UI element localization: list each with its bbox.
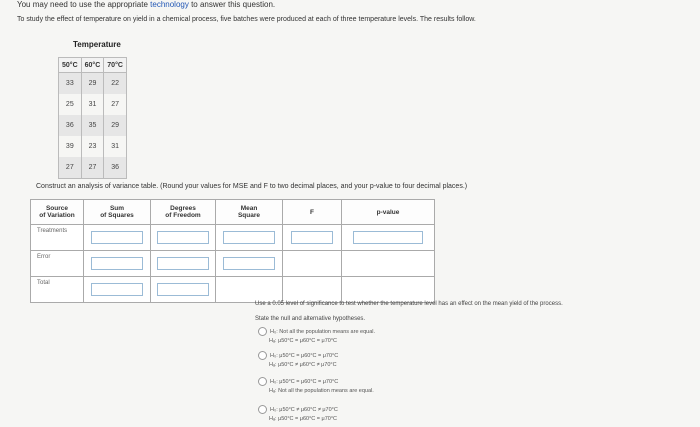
radio-button[interactable] bbox=[258, 377, 267, 386]
radio-button[interactable] bbox=[258, 327, 267, 336]
anova-row-total bbox=[31, 277, 435, 303]
temp-cell: 27 bbox=[81, 157, 104, 179]
treatments-df-input[interactable] bbox=[157, 231, 209, 244]
temp-cell: 29 bbox=[104, 115, 127, 136]
temp-cell: 29 bbox=[81, 73, 104, 95]
temp-row bbox=[59, 157, 127, 179]
total-df-input[interactable] bbox=[157, 283, 209, 296]
option-line-2: Hₐ: μ50°C = μ60°C = μ70°C bbox=[269, 337, 337, 344]
temp-cell: 27 bbox=[59, 157, 82, 179]
option-line-1: H₀: μ50°C = μ60°C = μ70°C bbox=[270, 352, 339, 359]
hypothesis-option-1[interactable] bbox=[258, 327, 375, 346]
temperature-title: Temperature bbox=[73, 40, 121, 49]
total-ss-input[interactable] bbox=[91, 283, 143, 296]
temp-cell: 22 bbox=[104, 73, 127, 95]
option-line-2: Hₐ: μ50°C ≠ μ60°C ≠ μ70°C bbox=[269, 361, 337, 368]
anova-header-pvalue: p-value bbox=[342, 200, 435, 225]
temp-row bbox=[59, 94, 127, 115]
option-line-1: H₀: μ50°C = μ60°C = μ70°C bbox=[270, 378, 339, 385]
temp-cell: 31 bbox=[104, 136, 127, 157]
state-hypotheses-text: State the null and alternative hypotheses. bbox=[255, 316, 366, 322]
instruction-line bbox=[17, 0, 275, 9]
treatments-pvalue-input[interactable] bbox=[353, 231, 423, 244]
temp-cell: 33 bbox=[59, 73, 82, 95]
error-df-input[interactable] bbox=[157, 257, 209, 270]
option-line-1: H₀: μ50°C ≠ μ60°C ≠ μ70°C bbox=[270, 406, 338, 413]
hypothesis-option-3[interactable] bbox=[258, 377, 374, 396]
temp-cell: 36 bbox=[104, 157, 127, 179]
construct-instruction: Construct an analysis of variance table. (Round your values for MSE and F to two decimal places, and your p-value to four decimal places.) bbox=[36, 183, 468, 190]
temp-header-60: 60°C bbox=[81, 58, 104, 73]
anova-header-source: Source of Variation bbox=[31, 200, 84, 225]
temperature-table bbox=[58, 57, 127, 179]
treatments-ms-input[interactable] bbox=[223, 231, 275, 244]
temp-header-50: 50°C bbox=[59, 58, 82, 73]
temp-cell: 39 bbox=[59, 136, 82, 157]
hypothesis-option-2[interactable] bbox=[258, 351, 338, 370]
radio-button[interactable] bbox=[258, 405, 267, 414]
radio-button[interactable] bbox=[258, 351, 267, 360]
anova-row-treatments bbox=[31, 225, 435, 251]
anova-header-f: F bbox=[283, 200, 342, 225]
instruction-suffix: to answer this question. bbox=[188, 0, 276, 9]
problem-intro: To study the effect of temperature on yield in a chemical process, five batches were produced at each of three temperature levels. The results follow. bbox=[17, 16, 476, 23]
anova-header-df: Degrees of Freedom bbox=[151, 200, 216, 225]
treatments-ss-input[interactable] bbox=[91, 231, 143, 244]
anova-row-label: Treatments bbox=[31, 225, 84, 251]
error-ms-input[interactable] bbox=[223, 257, 275, 270]
option-line-2: Hₐ: μ50°C = μ60°C = μ70°C bbox=[269, 415, 337, 422]
temp-row bbox=[59, 73, 127, 95]
temp-row bbox=[59, 136, 127, 157]
temp-cell: 23 bbox=[81, 136, 104, 157]
temp-cell: 31 bbox=[81, 94, 104, 115]
option-line-1: H₀: Not all the population means are equal. bbox=[270, 328, 376, 335]
significance-text: Use a 0.05 level of significance to test whether the temperature level has an effect on the mean yield of the process. bbox=[255, 301, 563, 307]
hypothesis-option-4[interactable] bbox=[258, 405, 338, 424]
technology-link[interactable]: technology bbox=[150, 0, 189, 9]
anova-row-error bbox=[31, 251, 435, 277]
temp-header-70: 70°C bbox=[104, 58, 127, 73]
temp-cell: 35 bbox=[81, 115, 104, 136]
anova-header-ss: Sum of Squares bbox=[84, 200, 151, 225]
temp-cell: 36 bbox=[59, 115, 82, 136]
anova-row-label: Error bbox=[31, 251, 84, 277]
error-ss-input[interactable] bbox=[91, 257, 143, 270]
anova-row-label: Total bbox=[31, 277, 84, 303]
temp-cell: 25 bbox=[59, 94, 82, 115]
treatments-f-input[interactable] bbox=[291, 231, 333, 244]
anova-header-ms: Mean Square bbox=[216, 200, 283, 225]
temp-row bbox=[59, 115, 127, 136]
temp-cell: 27 bbox=[104, 94, 127, 115]
option-line-2: Hₐ: Not all the population means are equal. bbox=[269, 387, 374, 394]
instruction-prefix: You may need to use the appropriate bbox=[17, 0, 151, 9]
anova-table bbox=[30, 199, 435, 303]
